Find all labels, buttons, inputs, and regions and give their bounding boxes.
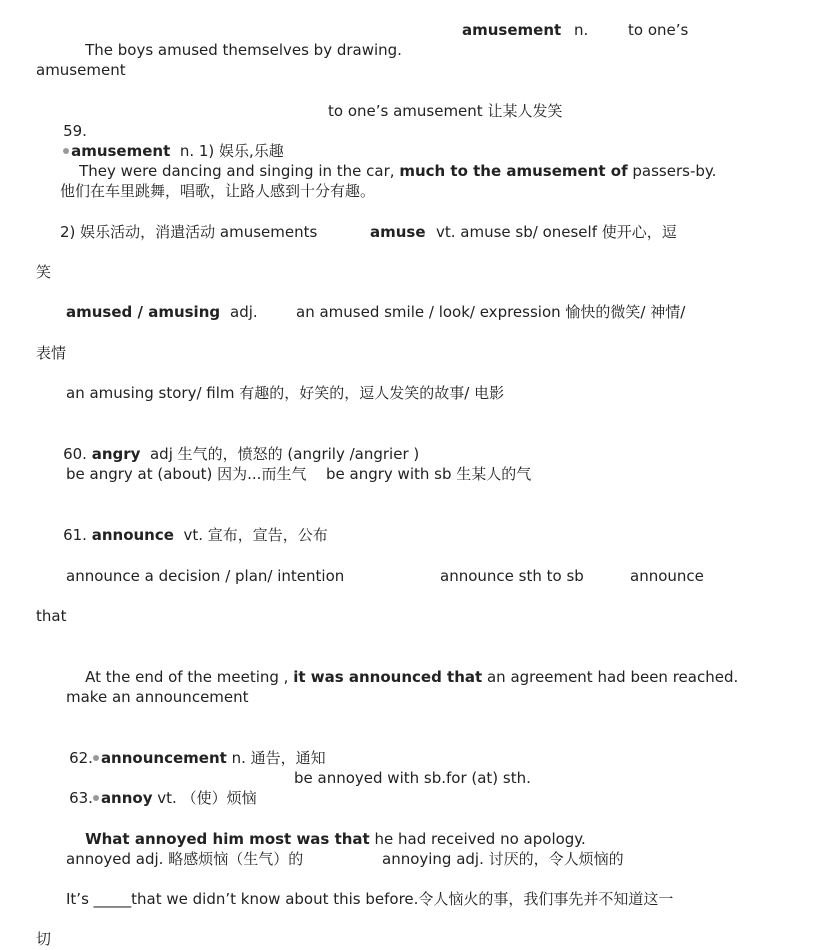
phrase-text: to one’s [628, 21, 689, 39]
part-of-speech: n. [574, 21, 589, 39]
example-line: It’s _____that we didn’t know about this before.令人恼火的事，我们事先并不知道这一 [66, 890, 674, 908]
example-sentence: The boys amused themselves by drawing. [85, 41, 402, 59]
wrapped-text: 笑 [36, 263, 52, 281]
example-text: They were dancing and singing in the car, [79, 162, 395, 180]
entry-number: 59. [63, 122, 87, 140]
translation-line: 他们在车里跳舞，唱歌，让路人感到十分有趣。 [60, 182, 376, 200]
wrapped-text: 表情 [36, 344, 67, 362]
entry-headword: announcement [100, 749, 227, 767]
entry-number: 61. [63, 526, 87, 544]
entry-headword: angry [91, 445, 141, 463]
phrase-line: be angry at (about) 因为...而生气 [66, 465, 307, 483]
entry-definition: vt. 宣布，宣告，公布 [183, 526, 328, 544]
example-bold: it was announced that [293, 668, 483, 686]
entry-61 [44, 505, 328, 565]
bullet-dot-icon [93, 795, 99, 801]
entry-number: 63. [69, 789, 93, 807]
entry-phrase: to one’s amusement 让某人发笑 [328, 102, 563, 120]
headword-amusement: amusement [462, 21, 562, 39]
wrapped-text: that [36, 607, 67, 625]
definition-text: vt. amuse sb/ oneself 使开心，逗 [436, 223, 677, 241]
phrase-line: make an announcement [66, 688, 249, 706]
entry-headword: announce [91, 526, 174, 544]
example-phrase: an amusing story/ film 有趣的，好笑的，逗人发笑的故事/ 电影 [66, 384, 505, 402]
definition-line: 2) 娱乐活动，消遣活动 amusements [60, 223, 318, 241]
example-text: an agreement had been reached. [486, 668, 739, 686]
entry-definition: vt. （使）烦恼 [157, 789, 257, 807]
wrapped-text: 切 [36, 930, 52, 948]
entry-number: 60. [63, 445, 87, 463]
entry-definition: adj 生气的，愤怒的 (angrily /angrier ) [149, 445, 420, 463]
headword-amused-amusing: amused / amusing [66, 303, 221, 321]
phrase-line: announce a decision / plan/ intention [66, 567, 345, 585]
entry-headword: amusement [71, 142, 171, 160]
example-phrase: an amused smile / look/ expression 愉快的微笑/ 神情/ [296, 303, 686, 321]
example-text: At the end of the meeting , [85, 668, 289, 686]
headword-amuse: amuse [370, 223, 426, 241]
phrase-line: announce [630, 567, 704, 585]
example-bold: much to the amusement of [399, 162, 628, 180]
entry-headword: annoy [100, 789, 153, 807]
phrase-line: annoyed adj. 略感烦恼（生气）的 [66, 850, 304, 868]
wrapped-text: amusement [36, 61, 126, 79]
bullet-dot-icon [93, 755, 99, 761]
example-text: passers-by. [632, 162, 717, 180]
phrase-line: annoying adj. 讨厌的，令人烦恼的 [382, 850, 624, 868]
example-bold: What annoyed him most was that [85, 830, 370, 848]
example-text: he had received no apology. [374, 830, 586, 848]
entry-number: 62. [69, 749, 93, 767]
part-of-speech: adj. [230, 303, 258, 321]
entry-definition: n. 通告，通知 [231, 749, 326, 767]
entry-definition: n. 1) 娱乐,乐趣 [179, 142, 284, 160]
entry-phrase: be annoyed with sb.for (at) sth. [294, 769, 531, 787]
phrase-line: announce sth to sb [440, 567, 584, 585]
phrase-line: be angry with sb 生某人的气 [326, 465, 532, 483]
